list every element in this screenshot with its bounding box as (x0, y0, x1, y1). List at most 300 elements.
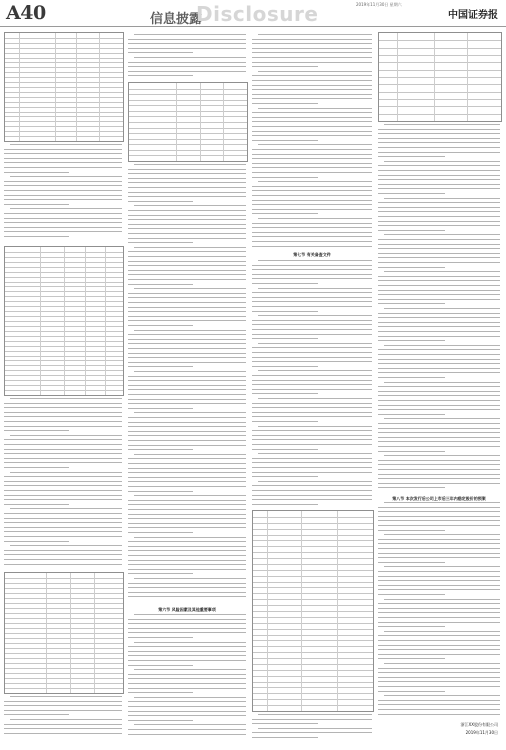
text-line (128, 422, 246, 423)
text-line (378, 363, 500, 364)
text-line (128, 279, 246, 280)
text-line (252, 227, 372, 228)
text-line (4, 728, 122, 729)
text-line (128, 261, 246, 262)
text-line (4, 458, 122, 459)
text-line (258, 714, 372, 715)
table-column-divider (19, 33, 20, 141)
table-column-divider (99, 33, 100, 141)
table-row-divider (253, 599, 373, 600)
text-line (378, 525, 500, 526)
table-row-divider (253, 523, 373, 524)
text-line (252, 172, 372, 173)
table-column-divider (223, 83, 224, 161)
text-line (252, 338, 318, 339)
text-line (134, 412, 246, 413)
text-line (252, 48, 372, 49)
table-row-divider (253, 517, 373, 518)
text-line (128, 651, 246, 652)
text-line (134, 247, 246, 248)
text-line (384, 198, 500, 199)
table-row-divider (5, 53, 123, 54)
text-line (252, 66, 318, 67)
text-line (378, 276, 500, 277)
text-line (128, 173, 246, 174)
text-line (378, 700, 500, 701)
text-line (378, 617, 500, 618)
text-line (384, 599, 500, 600)
text-line (378, 253, 500, 254)
text-line (4, 199, 122, 200)
text-line (128, 307, 246, 308)
text-line (128, 596, 246, 597)
table-row-divider (5, 126, 123, 127)
text-line (128, 66, 246, 67)
text-line (252, 117, 372, 118)
text-line (258, 398, 372, 399)
text-line (252, 204, 372, 205)
table-row-divider (253, 593, 373, 594)
text-line (128, 564, 246, 565)
financial-table-4 (128, 82, 248, 162)
text-line (4, 499, 122, 500)
text-line (128, 228, 246, 229)
text-line (128, 62, 246, 63)
table-column-divider (337, 511, 338, 711)
text-line (128, 514, 246, 515)
text-line (252, 458, 372, 459)
table-row-divider (5, 82, 123, 83)
text-line (252, 301, 372, 302)
text-line (128, 196, 246, 197)
financial-table-2 (4, 246, 124, 396)
text-line (128, 440, 246, 441)
text-line (128, 417, 246, 418)
text-line (128, 569, 246, 570)
text-line (378, 649, 500, 650)
text-line (128, 435, 246, 436)
text-line (258, 71, 372, 72)
text-line (252, 366, 318, 367)
text-line (378, 179, 500, 180)
text-line (252, 375, 372, 376)
table-row-divider (129, 144, 247, 145)
text-line (378, 230, 445, 231)
text-line (378, 409, 500, 410)
text-line (128, 251, 246, 252)
text-line (128, 500, 246, 501)
text-line (128, 353, 246, 354)
text-line (378, 474, 500, 475)
table-column-divider (434, 33, 435, 121)
table-row-divider (253, 576, 373, 577)
text-line (378, 507, 500, 508)
text-line (128, 192, 246, 193)
text-line (258, 288, 372, 289)
text-line (4, 467, 69, 468)
table-row-divider (253, 611, 373, 612)
text-line (128, 210, 246, 211)
text-line (128, 468, 246, 469)
table-row-divider (253, 617, 373, 618)
text-line (378, 147, 500, 148)
table-row-divider (253, 535, 373, 536)
text-line (378, 423, 500, 424)
text-line (128, 729, 246, 730)
text-line (10, 208, 122, 209)
text-line (134, 330, 246, 331)
text-line (378, 280, 500, 281)
text-line (252, 121, 372, 122)
text-line (252, 236, 372, 237)
table-row-divider (253, 546, 373, 547)
text-line (128, 674, 246, 675)
text-line (378, 539, 500, 540)
text-line (4, 222, 122, 223)
text-line (378, 487, 445, 488)
text-line (252, 444, 372, 445)
text-line (128, 316, 246, 317)
text-line (252, 163, 372, 164)
text-line (4, 231, 122, 232)
table-row-divider (5, 683, 123, 684)
text-line (4, 218, 122, 219)
text-line (252, 292, 372, 293)
table-row-divider (5, 58, 123, 59)
text-line (252, 39, 372, 40)
text-line (378, 359, 500, 360)
table-row-divider (5, 618, 123, 619)
text-line (128, 311, 246, 312)
text-line (128, 683, 246, 684)
table-row-divider (253, 629, 373, 630)
text-line (252, 462, 372, 463)
text-line (4, 564, 122, 565)
text-line (378, 571, 500, 572)
text-line (378, 543, 500, 544)
table-row-divider (5, 131, 123, 132)
text-line (252, 213, 318, 214)
text-line (378, 603, 500, 604)
section-heading: 第七节 有关备查文件 (293, 252, 331, 257)
column-3 (252, 32, 374, 742)
text-line (252, 393, 318, 394)
text-line (4, 476, 122, 477)
text-line (252, 403, 372, 404)
text-line (128, 458, 246, 459)
text-line (4, 153, 122, 154)
text-line (4, 485, 122, 486)
text-line (252, 311, 318, 312)
text-line (378, 405, 500, 406)
text-line (4, 541, 69, 542)
text-line (378, 589, 500, 590)
table-row-divider (5, 583, 123, 584)
text-line (134, 495, 246, 496)
table-row-divider (5, 673, 123, 674)
table-column-divider (64, 247, 65, 395)
text-line (378, 530, 445, 531)
table-row-divider (253, 658, 373, 659)
text-line (10, 398, 122, 399)
text-line (128, 688, 246, 689)
column-4 (378, 32, 502, 742)
text-line (252, 209, 372, 210)
text-line (378, 709, 500, 710)
text-line (378, 170, 500, 171)
section-heading: 第八节 本次发行后公司上市后三年内稳定股价的预案 (392, 496, 486, 501)
text-line (378, 677, 500, 678)
text-line (4, 172, 69, 173)
table-column-divider (70, 573, 71, 693)
text-line (252, 89, 372, 90)
text-line (378, 483, 500, 484)
text-line (134, 537, 246, 538)
text-line (384, 345, 500, 346)
text-line (252, 723, 318, 724)
text-line (252, 62, 372, 63)
text-line (252, 75, 372, 76)
table-column-divider (176, 83, 177, 161)
text-line (128, 445, 246, 446)
text-line (378, 368, 500, 369)
table-row-divider (253, 570, 373, 571)
text-line (4, 701, 122, 702)
text-line (252, 476, 318, 477)
text-line (378, 317, 500, 318)
text-line (378, 464, 500, 465)
text-line (378, 576, 500, 577)
text-line (378, 142, 500, 143)
text-line (378, 133, 500, 134)
text-line (128, 504, 246, 505)
table-row-divider (5, 112, 123, 113)
text-line (378, 400, 500, 401)
text-line (4, 705, 122, 706)
table-row-divider (5, 97, 123, 98)
table-row-divider (129, 111, 247, 112)
text-line (128, 678, 246, 679)
table-row-divider (5, 43, 123, 44)
text-line (252, 439, 372, 440)
text-line (10, 545, 122, 546)
text-line (128, 555, 246, 556)
text-line (128, 219, 246, 220)
table-row-divider (5, 608, 123, 609)
text-line (128, 71, 246, 72)
text-line (378, 239, 500, 240)
text-line (134, 697, 246, 698)
table-column-divider (105, 247, 106, 395)
text-line (252, 131, 372, 132)
text-line (252, 43, 372, 44)
text-line (4, 430, 69, 431)
table-row-divider (5, 121, 123, 122)
text-line (252, 421, 318, 422)
table-row-divider (129, 122, 247, 123)
text-line (128, 523, 246, 524)
table-row-divider (5, 67, 123, 68)
text-line (252, 407, 372, 408)
text-line (252, 269, 372, 270)
text-line (378, 446, 500, 447)
table-column-divider (85, 247, 86, 395)
text-line (378, 391, 500, 392)
text-line (378, 211, 500, 212)
text-line (378, 478, 500, 479)
text-line (128, 660, 246, 661)
text-line (128, 334, 246, 335)
text-line (128, 706, 246, 707)
text-line (378, 129, 500, 130)
text-line (378, 516, 500, 517)
text-line (384, 271, 500, 272)
text-line (258, 144, 372, 145)
text-line (252, 504, 318, 505)
text-line (4, 426, 122, 427)
text-line (378, 672, 500, 673)
text-line (128, 431, 246, 432)
text-line (128, 297, 246, 298)
text-line (10, 696, 122, 697)
text-line (128, 75, 193, 76)
table-column-divider (467, 33, 468, 121)
text-line (378, 658, 445, 659)
table-row-divider (253, 635, 373, 636)
text-line (4, 439, 122, 440)
text-line (378, 184, 500, 185)
text-line (252, 232, 372, 233)
text-line (10, 719, 122, 720)
text-line (384, 418, 500, 419)
text-line (4, 213, 122, 214)
table-row-divider (5, 578, 123, 579)
text-line (252, 177, 318, 178)
text-line (128, 215, 246, 216)
page-number: A40 (6, 2, 46, 24)
text-line (252, 52, 372, 53)
text-line (128, 169, 246, 170)
text-line (252, 154, 372, 155)
text-line (128, 178, 246, 179)
text-line (4, 403, 122, 404)
text-line (252, 135, 372, 136)
text-line (252, 112, 372, 113)
text-line (4, 724, 122, 725)
table-row-divider (253, 587, 373, 588)
text-line (4, 554, 122, 555)
text-line (4, 449, 122, 450)
text-line (252, 324, 372, 325)
text-line (128, 692, 193, 693)
text-line (252, 241, 372, 242)
text-line (128, 583, 246, 584)
text-line (384, 455, 500, 456)
text-line (128, 343, 246, 344)
table-row-divider (253, 605, 373, 606)
text-line (378, 165, 500, 166)
text-line (10, 508, 122, 509)
text-line (10, 144, 122, 145)
text-line (252, 495, 372, 496)
text-line (252, 200, 372, 201)
text-line (252, 435, 372, 436)
text-line (4, 412, 122, 413)
text-line (258, 260, 372, 261)
text-line (128, 52, 193, 53)
table-row-divider (5, 613, 123, 614)
text-line (252, 94, 372, 95)
text-line (252, 416, 372, 417)
table-row-divider (5, 638, 123, 639)
table-row-divider (5, 663, 123, 664)
text-line (134, 614, 246, 615)
text-line (4, 733, 122, 734)
text-line (258, 728, 372, 729)
table-row-divider (5, 38, 123, 39)
table-column-divider (76, 33, 77, 141)
text-line (384, 161, 500, 162)
text-line (378, 331, 500, 332)
text-line (378, 349, 500, 350)
text-line (378, 202, 500, 203)
text-line (128, 637, 193, 638)
table-row-divider (5, 648, 123, 649)
table-row-divider (5, 603, 123, 604)
text-line (378, 395, 500, 396)
text-line (378, 188, 500, 189)
table-column-divider (46, 573, 47, 693)
text-line (4, 559, 122, 560)
table-column-divider (301, 511, 302, 711)
table-row-divider (129, 155, 247, 156)
text-line (378, 553, 500, 554)
text-line (378, 152, 500, 153)
text-line (378, 299, 500, 300)
text-line (252, 499, 372, 500)
text-line (128, 182, 246, 183)
text-line (252, 485, 372, 486)
text-line (252, 158, 372, 159)
text-line (128, 39, 246, 40)
text-line (378, 557, 500, 558)
text-line (128, 270, 246, 271)
financial-table-5 (252, 510, 374, 712)
text-line (378, 548, 500, 549)
text-line (4, 504, 69, 505)
text-line (128, 394, 246, 395)
text-line (128, 655, 246, 656)
text-line (378, 372, 500, 373)
text-line (252, 352, 372, 353)
text-line (378, 285, 500, 286)
text-line (4, 407, 122, 408)
text-line (378, 340, 445, 341)
text-line (378, 640, 500, 641)
text-line (128, 532, 193, 533)
text-line (378, 207, 500, 208)
text-line (128, 449, 193, 450)
text-line (128, 403, 246, 404)
text-line (128, 284, 193, 285)
text-line (378, 704, 500, 705)
text-line (128, 362, 246, 363)
text-line (378, 608, 500, 609)
text-line (252, 149, 372, 150)
text-line (378, 354, 500, 355)
text-line (128, 256, 246, 257)
text-line (378, 267, 445, 268)
